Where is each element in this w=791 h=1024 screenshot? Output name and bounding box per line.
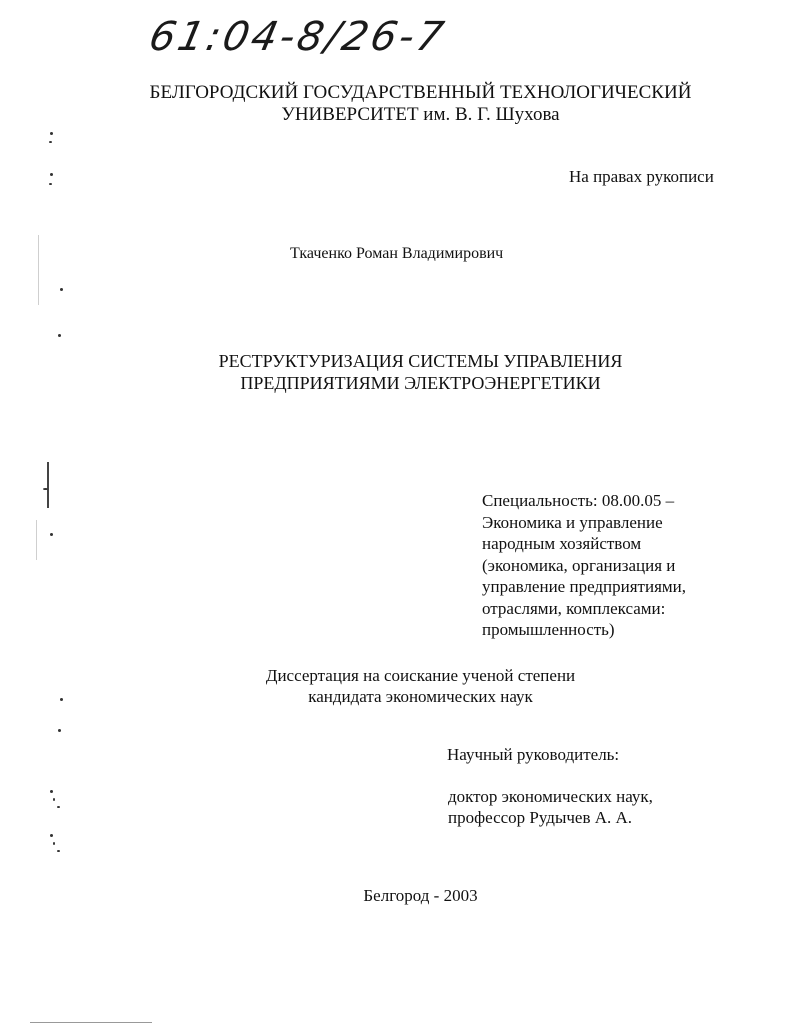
- catalog-mark: 61:04-8/26-7: [145, 14, 451, 60]
- title-line-1: РЕСТРУКТУРИЗАЦИЯ СИСТЕМЫ УПРАВЛЕНИЯ: [218, 351, 623, 371]
- speciality-line: Специальность: 08.00.05 –: [482, 491, 675, 510]
- advisor-block: [448, 786, 653, 828]
- speciality-line: народным хозяйством: [482, 534, 642, 553]
- speciality-line: Экономика и управление: [482, 512, 663, 532]
- university-line-2: УНИВЕРСИТЕТ им. В. Г. Шухова: [281, 104, 560, 125]
- dissertation-title: [0, 350, 791, 394]
- university-line-1: БЕЛГОРОДСКИЙ ГОСУДАРСТВЕННЫЙ ТЕХНОЛОГИЧЕСКИЙ: [149, 82, 692, 103]
- city-year: Белгород - 2003: [363, 886, 478, 905]
- speciality-line: управление предприятиями,: [482, 577, 686, 596]
- author-name: Ткаченко Роман Владимирович: [290, 245, 504, 262]
- speciality-line: отраслями, комплексами:: [482, 598, 666, 618]
- speciality-block: [482, 490, 686, 641]
- degree-statement: [0, 665, 791, 707]
- university-header: [0, 82, 791, 126]
- speciality-line: (экономика, организация и: [482, 555, 676, 575]
- title-line-2: ПРЕДПРИЯТИЯМИ ЭЛЕКТРОЭНЕРГЕТИКИ: [240, 373, 601, 393]
- advisor-name: профессор Рудычев А. А.: [448, 808, 633, 827]
- rights-note: На правах рукописи: [569, 167, 714, 186]
- degree-line-2: кандидата экономических наук: [308, 687, 533, 706]
- advisor-degree: доктор экономических наук,: [448, 787, 653, 806]
- speciality-line: промышленность): [482, 620, 615, 639]
- degree-line-1: Диссертация на соискание ученой степени: [265, 666, 576, 685]
- advisor-label: Научный руководитель:: [447, 745, 620, 764]
